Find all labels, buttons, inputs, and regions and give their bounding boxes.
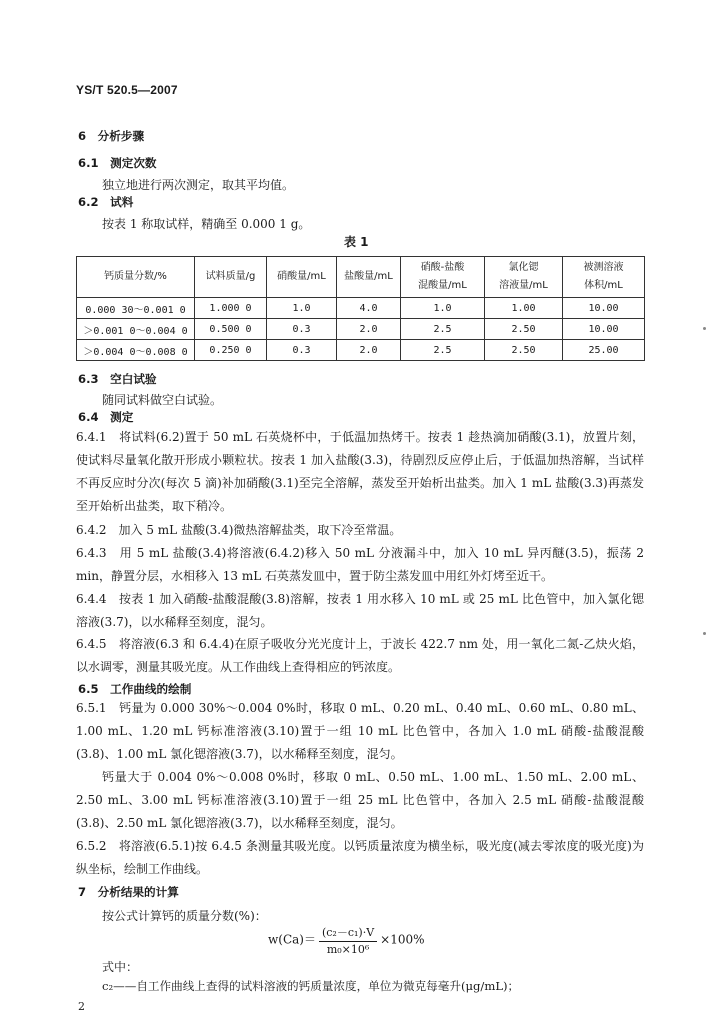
scan-speck	[703, 327, 706, 330]
section-6-3-title: 6.3 空白试验	[78, 372, 157, 386]
formula-fraction	[319, 924, 377, 956]
table-row	[77, 319, 645, 340]
table-cell: ＞0.001 0～0.004 0	[77, 319, 195, 340]
table-header-cell: 盐酸量/mL	[337, 257, 401, 298]
table-cell: 10.00	[563, 298, 645, 319]
table-header-cell: 钙质量分数/%	[77, 257, 195, 298]
table-cell: 2.5	[401, 319, 485, 340]
section-6-2-title: 6.2 试料	[78, 195, 134, 209]
table-cell: 1.00	[485, 298, 563, 319]
table-1	[76, 256, 645, 361]
formula-rhs: ×100%	[380, 932, 425, 947]
table-cell: 2.50	[485, 319, 563, 340]
paragraph-6-5-1a: 6.5.1 钙量为 0.000 30%～0.004 0%时，移取 0 mL、0.20 mL、0.40 mL、0.60 mL、0.80 mL、1.00 mL、1.20 mL 钙标准溶液(3.10)置于一组 10 mL 比色管中，各加入 1.0 mL 硝酸-盐酸混酸(3.8)、1.00 mL 氯化锶溶液(3.7)，以水稀释至刻度，混匀。	[76, 701, 644, 761]
table-cell: 0.3	[267, 340, 337, 361]
table-cell: 0.3	[267, 319, 337, 340]
section-6-4-title: 6.4 测定	[78, 410, 134, 424]
section-6-1-text: 独立地进行两次测定，取其平均值。	[102, 178, 295, 192]
scan-speck	[703, 632, 706, 635]
formula-numerator: (c₂－c₁)·V	[319, 924, 377, 942]
table-cell: 2.0	[337, 340, 401, 361]
where-label: 式中：	[102, 960, 139, 974]
table-cell: 0.250 0	[195, 340, 267, 361]
formula-denominator: m₀×10⁶	[326, 943, 370, 956]
c2-definition: c₂——自工作曲线上查得的试料溶液的钙质量浓度，单位为微克每毫升(μg/mL)；	[102, 979, 520, 993]
formula-lhs: w(Ca)＝	[268, 932, 316, 947]
table-row	[77, 340, 645, 361]
calculation-formula	[268, 924, 425, 956]
paragraph-6-4-3: 6.4.3 用 5 mL 盐酸(3.4)将溶液(6.4.2)移入 50 mL 分液漏斗中，加入 10 mL 异丙醚(3.5)，振荡 2 min，静置分层，水相移入 13 mL 石英蒸发皿中，置于防尘蒸发皿中用红外灯烤至近干。	[76, 546, 644, 583]
table-1-title: 表 1	[344, 235, 369, 249]
table-header-cell: 硝酸-盐酸 混酸量/mL	[401, 257, 485, 298]
table-cell: 0.500 0	[195, 319, 267, 340]
table-cell: 2.5	[401, 340, 485, 361]
standard-number: YS/T 520.5—2007	[76, 83, 178, 97]
table-row	[77, 298, 645, 319]
paragraph-6-4-4: 6.4.4 按表 1 加入硝酸-盐酸混酸(3.8)溶解，按表 1 用水移入 10 mL 或 25 mL 比色管中，加入氯化锶溶液(3.7)，以水稀释至刻度，混匀。	[76, 592, 644, 629]
section-7-title: 7 分析结果的计算	[78, 885, 179, 899]
page-number: 2	[78, 1000, 85, 1013]
section-6-5-title: 6.5 工作曲线的绘制	[78, 682, 192, 696]
paragraph-6-4-1: 6.4.1 将试料(6.2)置于 50 mL 石英烧杯中，于低温加热烤干。按表 1 趁热滴加硝酸(3.1)，放置片刻，使试料尽量氧化散开形成小颗粒状。按表 1 加入盐酸(3.3)，待剧烈反应停止后，于低温加热溶解，当试样不再反应时分次(每次 5 滴)补加硝酸(3.1)至完全溶解，蒸发至开始析出盐类。加入 1 mL 盐酸(3.3)再蒸发至开始析出盐类，取下稍冷。	[76, 430, 644, 513]
table-cell: 1.0	[267, 298, 337, 319]
table-cell: 4.0	[337, 298, 401, 319]
paragraph-6-4-5: 6.4.5 将溶液(6.3 和 6.4.4)在原子吸收分光光度计上，于波长 422.7 nm 处，用一氧化二氮-乙炔火焰，以水调零，测量其吸光度。从工作曲线上查得相应的钙浓度。	[76, 637, 644, 674]
table-header-row	[77, 257, 645, 298]
paragraph-6-5-1b: 钙量大于 0.004 0%～0.008 0%时，移取 0 mL、0.50 mL、1.00 mL、1.50 mL、2.00 mL、2.50 mL、3.00 mL 钙标准溶液(3.10)置于一组 25 mL 比色管中，各加入 2.5 mL 硝酸-盐酸混酸(3.8)、2.50 mL 氯化锶溶液(3.7)，以水稀释至刻度，混匀。	[76, 770, 644, 830]
section-6-1-title: 6.1 测定次数	[78, 156, 157, 170]
section-7-intro: 按公式计算钙的质量分数(%)：	[102, 909, 267, 923]
table-cell: 2.50	[485, 340, 563, 361]
table-header-cell: 硝酸量/mL	[267, 257, 337, 298]
section-6-3-text: 随同试料做空白试验。	[102, 393, 223, 407]
table-header-cell: 氯化锶 溶液量/mL	[485, 257, 563, 298]
section-6-title: 6 分析步骤	[78, 129, 145, 143]
table-header-cell: 试料质量/g	[195, 257, 267, 298]
section-6-2-text: 按表 1 称取试样，精确至 0.000 1 g。	[102, 217, 311, 231]
table-cell: 25.00	[563, 340, 645, 361]
table-cell: 2.0	[337, 319, 401, 340]
table-cell: ＞0.004 0～0.008 0	[77, 340, 195, 361]
paragraph-6-4-2: 6.4.2 加入 5 mL 盐酸(3.4)微热溶解盐类，取下冷至常温。	[76, 523, 402, 537]
paragraph-6-5-2: 6.5.2 将溶液(6.5.1)按 6.4.5 条测量其吸光度。以钙质量浓度为横坐标，吸光度(减去零浓度的吸光度)为纵坐标，绘制工作曲线。	[76, 839, 644, 876]
table-cell: 0.000 30～0.001 0	[77, 298, 195, 319]
table-cell: 1.0	[401, 298, 485, 319]
table-cell: 1.000 0	[195, 298, 267, 319]
table-cell: 10.00	[563, 319, 645, 340]
table-header-cell: 被测溶液 体积/mL	[563, 257, 645, 298]
